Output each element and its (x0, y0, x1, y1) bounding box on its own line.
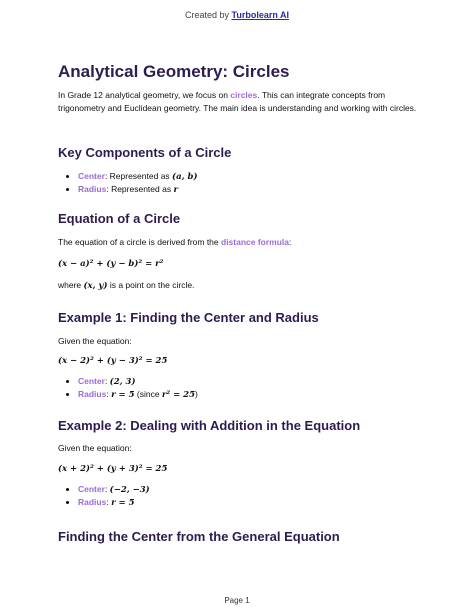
example1-given: Given the equation: (58, 336, 132, 346)
page-header (0, 10, 474, 20)
example2-equation: (x + 2)² + (y + 3)² = 25 (58, 464, 168, 474)
page-number: Page 1 (224, 596, 250, 605)
example2-heading: Example 2: Dealing with Addition in the Equation (58, 418, 361, 433)
page-title: Analytical Geometry: Circles (58, 62, 290, 81)
list-item: • Radius: Represented as r (78, 183, 426, 196)
equation-heading: Equation of a Circle (58, 211, 181, 226)
equation-section (58, 211, 426, 236)
equation-intro: The equation of a circle is derived from the distance formula: (58, 237, 292, 247)
example1-equation: (x − 2)² + (y − 3)² = 25 (58, 356, 168, 366)
key-components-section (58, 145, 426, 196)
list-item: • Center: (−2, −3) (78, 483, 426, 496)
key-components-list (58, 170, 426, 196)
example2-given: Given the equation: (58, 443, 132, 453)
general-equation-section (58, 529, 426, 554)
where-text: where (x, y) is a point on the circle. (58, 280, 195, 291)
list-item: • Center: (2, 3) (78, 375, 426, 388)
list-item: • Center: Represented as (a, b) (78, 170, 426, 183)
turbolearn-link[interactable]: Turbolearn AI (231, 10, 290, 20)
distance-formula-link[interactable]: distance formula (221, 237, 290, 247)
example1-section (58, 310, 426, 335)
created-by-text: Created by (184, 10, 232, 20)
example1-heading: Example 1: Finding the Center and Radius (58, 310, 319, 325)
general-equation-heading: Finding the Center from the General Equation (58, 529, 340, 544)
intro-paragraph: In Grade 12 analytical geometry, we focus on circles. This can integrate concepts from trigonometry and Euclidean geometry. The main idea is understanding and working with circles. (58, 90, 417, 113)
circle-equation: (x − a)² + (y − b)² = r² (58, 259, 164, 269)
list-item: • Radius: r = 5 (since r² = 25) (78, 388, 426, 401)
key-components-heading: Key Components of a Circle (58, 145, 232, 160)
example1-list (58, 375, 426, 401)
circles-link[interactable]: circles (230, 90, 258, 100)
list-item: • Radius: r = 5 (78, 496, 426, 509)
example2-section (58, 418, 426, 443)
example2-list (58, 483, 426, 509)
